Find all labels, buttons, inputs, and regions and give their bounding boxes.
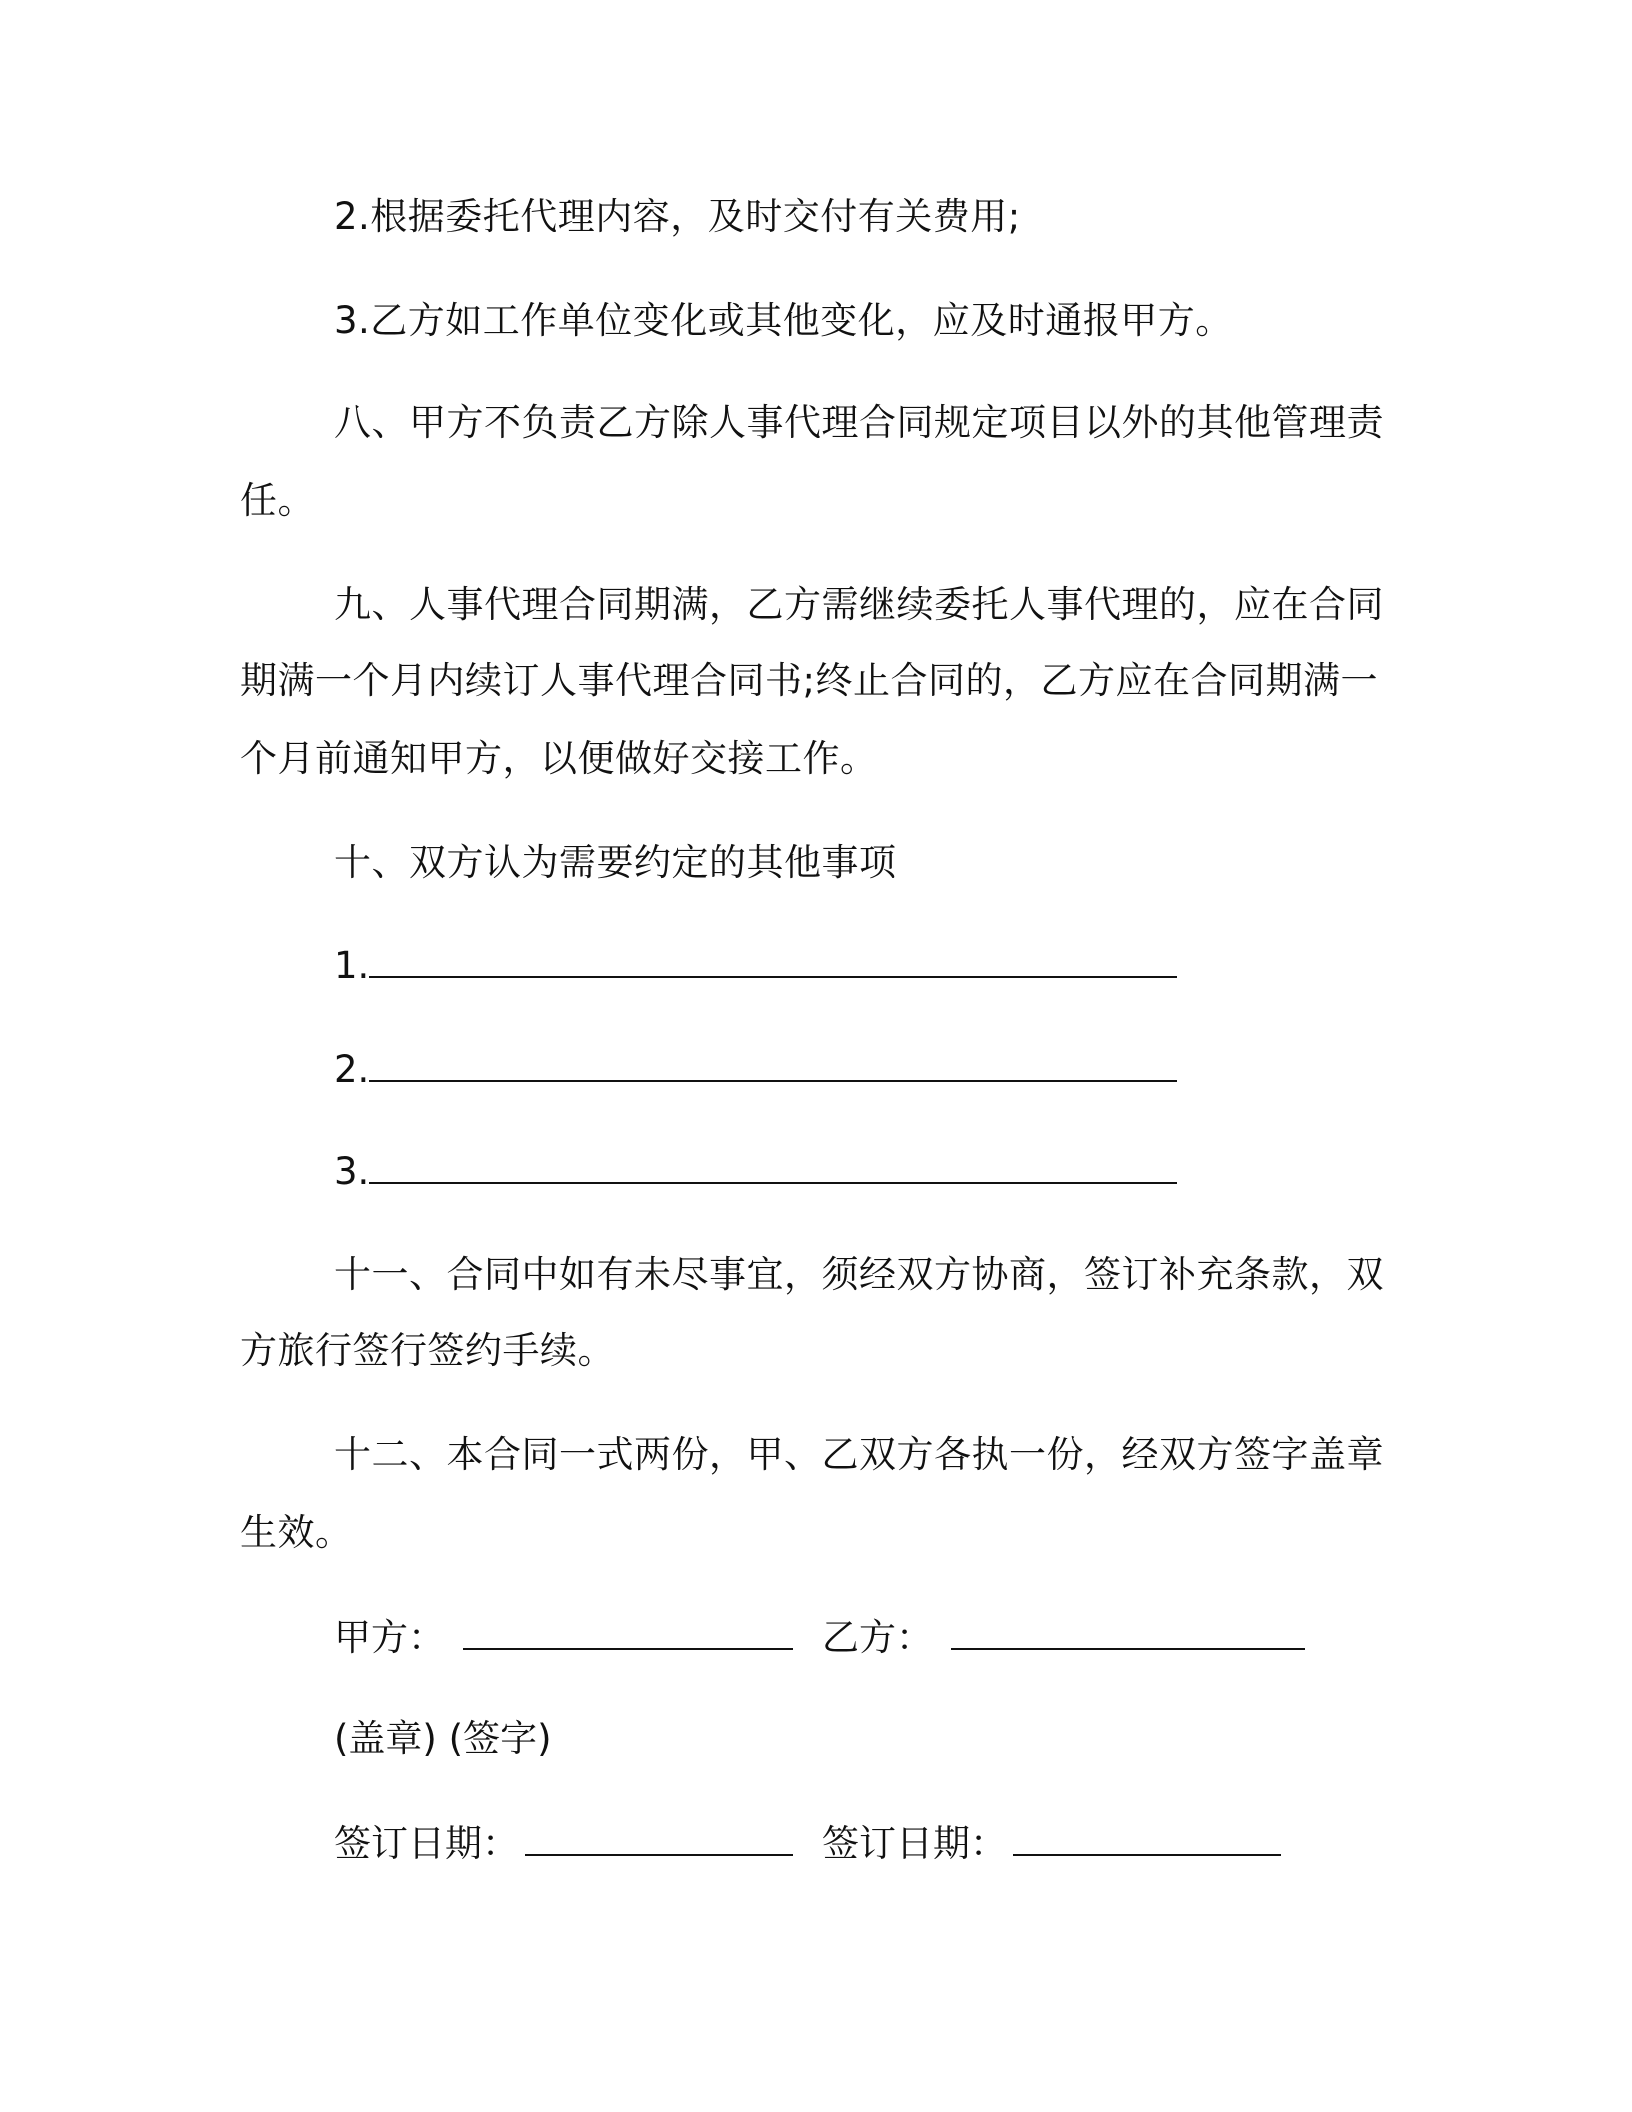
date-a-label: 签订日期： [334,1822,519,1865]
blank-item-2-underline [369,1044,1177,1082]
clause-8-line-2: 任。 [240,479,315,522]
paragraph-item-2: 2.根据委托代理内容，及时交付有关费用; [334,195,1021,238]
blank-item-1-underline [369,940,1177,978]
party-b-label: 乙方： [822,1616,933,1659]
party-a-underline [463,1612,793,1650]
blank-item-1-label: 1. [334,944,370,987]
blank-item-3-label: 3. [334,1150,370,1193]
date-b [822,1818,1281,1869]
blank-item-3-underline [369,1146,1177,1184]
clause-9-line-2: 期满一个月内续订人事代理合同书;终止合同的，乙方应在合同期满一 [240,659,1378,702]
date-b-label: 签订日期： [822,1822,1007,1865]
party-b-signature [822,1612,1305,1663]
clause-8-line-1: 八、甲方不负责乙方除人事代理合同规定项目以外的其他管理责 [334,401,1384,444]
clause-10: 十、双方认为需要约定的其他事项 [334,841,897,884]
clause-9-line-3: 个月前通知甲方，以便做好交接工作。 [240,737,878,780]
blank-item-3 [334,1146,1177,1197]
clause-11-line-1: 十一、合同中如有未尽事宜，须经双方协商，签订补充条款，双 [334,1253,1384,1296]
party-a-label: 甲方： [334,1616,445,1659]
blank-item-2-label: 2. [334,1048,370,1091]
blank-item-1 [334,940,1177,991]
party-b-underline [951,1612,1305,1650]
party-a-signature [334,1612,793,1663]
date-b-underline [1013,1818,1281,1856]
clause-9-line-1: 九、人事代理合同期满，乙方需继续委托人事代理的，应在合同 [334,583,1384,626]
blank-item-2 [334,1044,1177,1095]
clause-12-line-1: 十二、本合同一式两份，甲、乙双方各执一份，经双方签字盖章 [334,1433,1384,1476]
paragraph-item-3: 3.乙方如工作单位变化或其他变化，应及时通报甲方。 [334,299,1233,342]
clause-11-line-2: 方旅行签行签约手续。 [240,1329,615,1372]
date-a-underline [525,1818,793,1856]
seal-sign-note: (盖章) (签字) [334,1717,552,1760]
clause-12-line-2: 生效。 [240,1511,353,1554]
date-a [334,1818,793,1869]
